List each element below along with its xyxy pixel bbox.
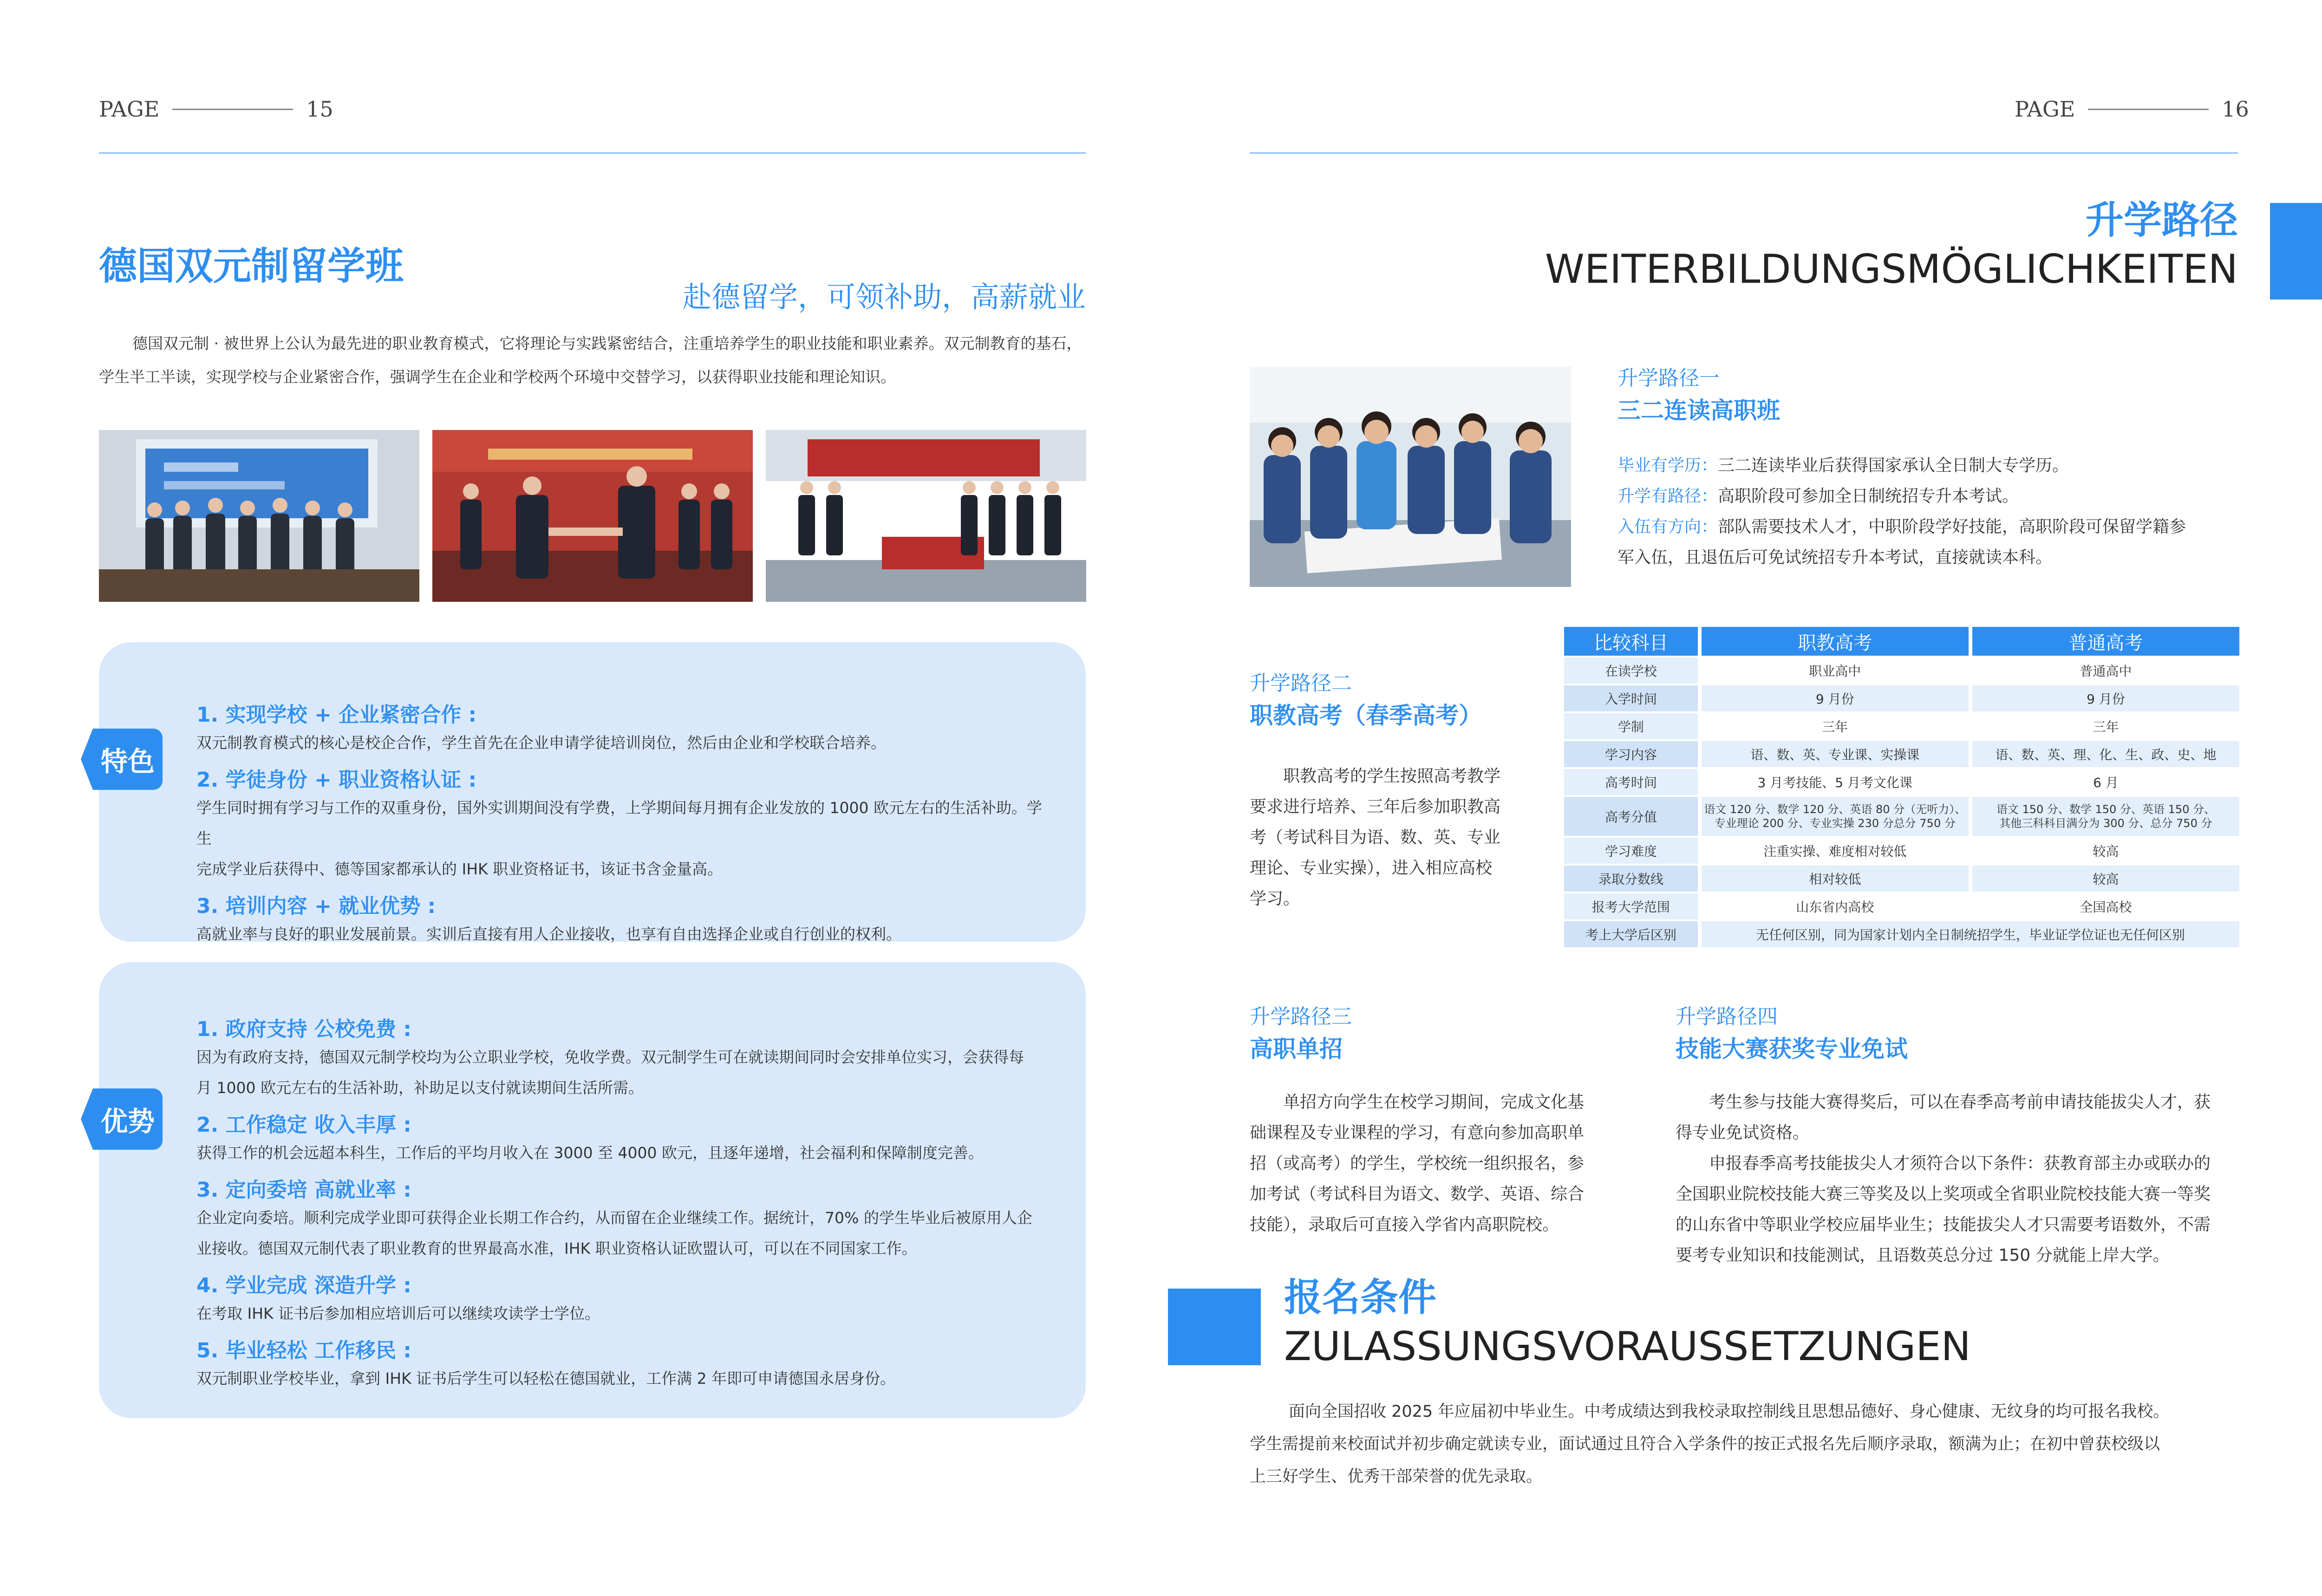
table-cell: 较高 xyxy=(1972,838,2239,864)
page-number: 16 xyxy=(2222,97,2249,122)
table-row-key: 高考分值 xyxy=(1564,797,1698,836)
feature-text: 完成学业后获得中、德等国家都承认的 IHK 职业资格证书，该证书含金量高。 xyxy=(196,860,723,878)
table-header-cell: 普通高考 xyxy=(1972,627,2239,656)
route-line: 理论、专业实操），进入相应高校 xyxy=(1250,859,1493,878)
route-line: 的山东省中等职业学校应届毕业生；技能拔尖人才只需要考语数外，不需 xyxy=(1676,1215,2211,1234)
advantage-item xyxy=(196,1173,1049,1264)
table-cell: 9 月份 xyxy=(1702,685,1969,711)
section-title-cn: 报名条件 xyxy=(1284,1276,1437,1320)
enroll-line: 学生需提前来校面试并初步确定就读专业，面试通过且符合入学条件的按正式报名先后顺序录取，额满为止；在初中曾获校级以 xyxy=(1250,1435,2160,1453)
advantage-item xyxy=(196,1012,1049,1103)
advantages-panel xyxy=(99,962,1086,1418)
route-line-text: 高职阶段可参加全日制统招专升本考试。 xyxy=(1718,487,2019,506)
route-line: 考（考试科目为语、数、英、专业 xyxy=(1250,828,1501,847)
table-row-key: 考上大学后区别 xyxy=(1564,921,1698,947)
route-2 xyxy=(1250,666,1538,914)
section-title-de: WEITERBILDUNGSMÖGLICHKEITEN xyxy=(1545,246,2238,293)
top-rule-right xyxy=(1250,152,2238,154)
table-cell: 普通高中 xyxy=(1972,658,2239,684)
route-heading: 升学路径四 xyxy=(1676,1005,1778,1029)
intro-line: 德国双元制 · 被世界上公认为最先进的职业教育模式，它将理论与实践紧密结合，注重培养学生的职业技能和职业素养。双元制教育的基石， xyxy=(132,334,1082,352)
photo-meeting xyxy=(99,430,419,602)
table-cell: 较高 xyxy=(1972,866,2239,892)
feature-text: 学生同时拥有学习与工作的双重身份，国外实训期间没有学费，上学期间每月拥有企业发放的 1000 欧元左右的生活补助。学生 xyxy=(196,799,1042,847)
table-cell: 全国高校 xyxy=(1972,893,2239,919)
table-row-key: 报考大学范围 xyxy=(1564,893,1698,919)
table-cell: 3 月考技能、5 月考文化课 xyxy=(1702,769,1969,795)
advantage-item xyxy=(196,1269,1049,1329)
advantage-text: 业接收。德国双元制代表了职业教育的世界最高水准，IHK 职业资格认证欧盟认可，可以在不同国家工作。 xyxy=(196,1239,917,1257)
table-cell: 6 月 xyxy=(1972,769,2239,795)
section-title-cn: 升学路径 xyxy=(2085,198,2238,242)
route-title: 职教高考（春季高考） xyxy=(1250,702,1482,729)
table-header-cell: 比较科目 xyxy=(1564,627,1698,656)
route-line: 全国职业院校技能大赛三等奖及以上奖项或全省职业院校技能大赛一等奖 xyxy=(1676,1185,2211,1204)
enroll-line: 面向全国招收 2025 年应届初中毕业生。中考成绩达到我校录取控制线且思想品德好、身心健康、无纹身的均可报名我校。 xyxy=(1289,1402,2170,1421)
route-title: 高职单招 xyxy=(1250,1036,1343,1062)
route-line xyxy=(1618,450,2240,481)
feature-title: 2. 学徒身份 + 职业资格认证 : xyxy=(196,768,477,792)
route-line: 要求进行培养、三年后参加职教高 xyxy=(1250,797,1501,816)
route-line: 考生参与技能大赛得奖后，可以在春季高考前申请技能拔尖人才，获 xyxy=(1709,1093,2211,1112)
advantage-text: 在考取 IHK 证书后参加相应培训后可以继续攻读学士学位。 xyxy=(196,1304,600,1322)
route-title: 技能大赛获奖专业免试 xyxy=(1676,1036,1908,1062)
enroll-paragraph xyxy=(1250,1395,2244,1493)
feature-item xyxy=(196,698,1049,758)
section-title-de: ZULASSUNGSVORAUSSETZUNGEN xyxy=(1284,1323,1971,1370)
advantage-text: 企业定向委培。顺利完成学业即可获得企业长期工作合约，从而留在企业继续工作。据统计，70% 的学生毕业后被原用人企 xyxy=(196,1209,1032,1227)
intro-line: 学生半工半读，实现学校与企业紧密合作，强调学生在企业和学校两个环境中交替学习，以获得职业技能和理论知识。 xyxy=(99,368,896,386)
table-row-key: 在读学校 xyxy=(1564,658,1698,684)
header-divider xyxy=(2088,109,2209,110)
route-line-text: 三二连读毕业后获得国家承认全日制大专学历。 xyxy=(1718,456,2069,475)
route-line: 础课程及专业课程的学习，有意向参加高职单 xyxy=(1250,1123,1585,1142)
table-header-row xyxy=(1564,627,2239,656)
page-label: PAGE xyxy=(99,97,160,122)
table-header-cell: 职教高考 xyxy=(1702,627,1969,656)
page-header-left xyxy=(99,97,333,122)
route-title: 三二连读高职班 xyxy=(1618,397,1780,424)
route-line-label: 升学有路径： xyxy=(1618,487,1718,506)
page-subtitle: 赴德留学，可领补助，高薪就业 xyxy=(682,280,1086,314)
advantage-title: 5. 毕业轻松 工作移民 : xyxy=(196,1339,411,1362)
page-number: 15 xyxy=(306,97,333,122)
page-header-right xyxy=(2015,97,2249,122)
features-panel xyxy=(99,642,1086,942)
table-row xyxy=(1564,866,2239,892)
accent-block-enroll xyxy=(1168,1289,1261,1365)
table-row-key: 学习内容 xyxy=(1564,741,1698,767)
route-line xyxy=(1618,512,2240,542)
route-line: 学习。 xyxy=(1250,889,1300,908)
table-row xyxy=(1564,713,2239,739)
route-line: 申报春季高考技能拔尖人才须符合以下条件：获教育部主办或联办的 xyxy=(1709,1154,2211,1173)
route-line: 得专业免试资格。 xyxy=(1676,1123,1810,1142)
table-row-key: 入学时间 xyxy=(1564,685,1698,711)
table-cell: 语文 120 分、数学 120 分、英语 80 分（无听力）、 专业理论 200 分、专业实操 230 分总分 750 分 xyxy=(1702,797,1969,836)
photo-signing xyxy=(766,430,1086,602)
table-cell: 相对较低 xyxy=(1702,866,1969,892)
photo-classroom xyxy=(1250,367,1571,587)
route-line: 军入伍，且退伍后可免试统招专升本考试，直接就读本科。 xyxy=(1618,548,2053,567)
table-row xyxy=(1564,797,2239,836)
route-line: 要考专业知识和技能测试，且语数英总分过 150 分就能上岸大学。 xyxy=(1676,1246,2170,1265)
table-cell: 无任何区别，同为国家计划内全日制统招学生，毕业证学位证也无任何区别 xyxy=(1702,921,2239,947)
route-4 xyxy=(1676,1000,2242,1271)
table-row xyxy=(1564,838,2239,864)
section-title-enroll xyxy=(1284,1275,1971,1372)
photo-handshake xyxy=(432,430,753,602)
header-divider xyxy=(172,109,293,110)
route-line: 加考试（考试科目为语文、数学、英语、综合 xyxy=(1250,1185,1585,1204)
advantage-title: 2. 工作稳定 收入丰厚 : xyxy=(196,1113,411,1137)
table-cell: 山东省内高校 xyxy=(1702,893,1969,919)
route-line xyxy=(1618,481,2240,512)
comparison-table xyxy=(1560,625,2243,949)
table-row-key: 录取分数线 xyxy=(1564,866,1698,892)
route-heading: 升学路径三 xyxy=(1250,1005,1352,1029)
table-row xyxy=(1564,685,2239,711)
route-line-label: 入伍有方向： xyxy=(1618,517,1718,536)
advantage-text: 双元制职业学校毕业，拿到 IHK 证书后学生可以轻松在德国就业，工作满 2 年即可申请德国永居身份。 xyxy=(196,1369,896,1388)
enroll-line: 上三好学生、优秀干部荣誉的优先录取。 xyxy=(1250,1467,1543,1486)
top-rule-left xyxy=(99,152,1086,154)
table-row-key: 高考时间 xyxy=(1564,769,1698,795)
table-cell: 语、数、英、专业课、实操课 xyxy=(1702,741,1969,767)
table-cell: 三年 xyxy=(1972,713,2239,739)
advantage-title: 3. 定向委培 高就业率 : xyxy=(196,1178,411,1202)
route-line-text: 部队需要技术人才，中职阶段学好技能，高职阶段可保留学籍参 xyxy=(1718,517,2186,536)
feature-item xyxy=(196,763,1049,885)
route-heading: 升学路径二 xyxy=(1250,671,1352,695)
advantages-tab: 优势 xyxy=(93,1088,163,1150)
feature-title: 1. 实现学校 + 企业紧密合作 : xyxy=(196,703,477,727)
table-row xyxy=(1564,741,2239,767)
page-label: PAGE xyxy=(2015,97,2075,122)
feature-text: 高就业率与良好的职业发展前景。实训后直接有用人企业接收，也享有自由选择企业或自行创业的权利。 xyxy=(196,925,901,943)
feature-text: 双元制教育模式的核心是校企合作，学生首先在企业申请学徒培训岗位，然后由企业和学校联合培养。 xyxy=(196,734,886,752)
table-row-key: 学习难度 xyxy=(1564,838,1698,864)
table-cell: 语文 150 分、数学 150 分、英语 150 分、 其他三科科目满分为 300 分、总分 750 分 xyxy=(1972,797,2239,836)
table-row-key: 学制 xyxy=(1564,713,1698,739)
features-tab: 特色 xyxy=(93,729,163,790)
feature-title: 3. 培训内容 + 就业优势 : xyxy=(196,894,436,918)
route-3 xyxy=(1250,1000,1621,1240)
table-row xyxy=(1564,769,2239,795)
table-cell: 注重实操、难度相对较低 xyxy=(1702,838,1969,864)
table-cell: 职业高中 xyxy=(1702,658,1969,684)
feature-item xyxy=(196,889,1049,950)
route-line: 技能），录取后可直接入学省内高职院校。 xyxy=(1250,1215,1559,1234)
advantage-item xyxy=(196,1108,1049,1168)
advantage-text: 获得工作的机会远超本科生，工作后的平均月收入在 3000 至 4000 欧元，且逐年递增，社会福利和保障制度完善。 xyxy=(196,1144,984,1162)
advantage-text: 月 1000 欧元左右的生活补助，补助足以支付就读期间生活所需。 xyxy=(196,1079,644,1097)
page-title: 德国双元制留学班 xyxy=(99,244,404,288)
table-row xyxy=(1564,921,2239,947)
route-line: 单招方向学生在校学习期间，完成文化基 xyxy=(1283,1093,1585,1112)
section-title-pathways xyxy=(1545,197,2238,295)
advantage-title: 4. 学业完成 深造升学 : xyxy=(196,1274,411,1297)
route-1 xyxy=(1618,361,2240,573)
route-line: 职教高考的学生按照高考教学 xyxy=(1283,767,1501,786)
table-cell: 语、数、英、理、化、生、政、史、地 xyxy=(1972,741,2239,767)
table-row xyxy=(1564,893,2239,919)
route-line-label: 毕业有学历： xyxy=(1618,456,1718,475)
table-cell: 三年 xyxy=(1702,713,1969,739)
accent-block-right xyxy=(2270,203,2322,300)
advantage-item xyxy=(196,1334,1049,1394)
advantage-title: 1. 政府支持 公校免费 : xyxy=(196,1017,411,1041)
route-heading: 升学路径一 xyxy=(1618,366,1720,390)
table-row xyxy=(1564,658,2239,684)
route-line: 招（或高考）的学生，学校统一组织报名，参 xyxy=(1250,1154,1585,1173)
advantage-text: 因为有政府支持，德国双元制学校均为公立职业学校，免收学费。双元制学生可在就读期间同时会安排单位实习，会获得每 xyxy=(196,1048,1024,1066)
table-cell: 9 月份 xyxy=(1972,685,2239,711)
intro-paragraph xyxy=(99,327,1086,394)
table-body xyxy=(1564,658,2239,947)
